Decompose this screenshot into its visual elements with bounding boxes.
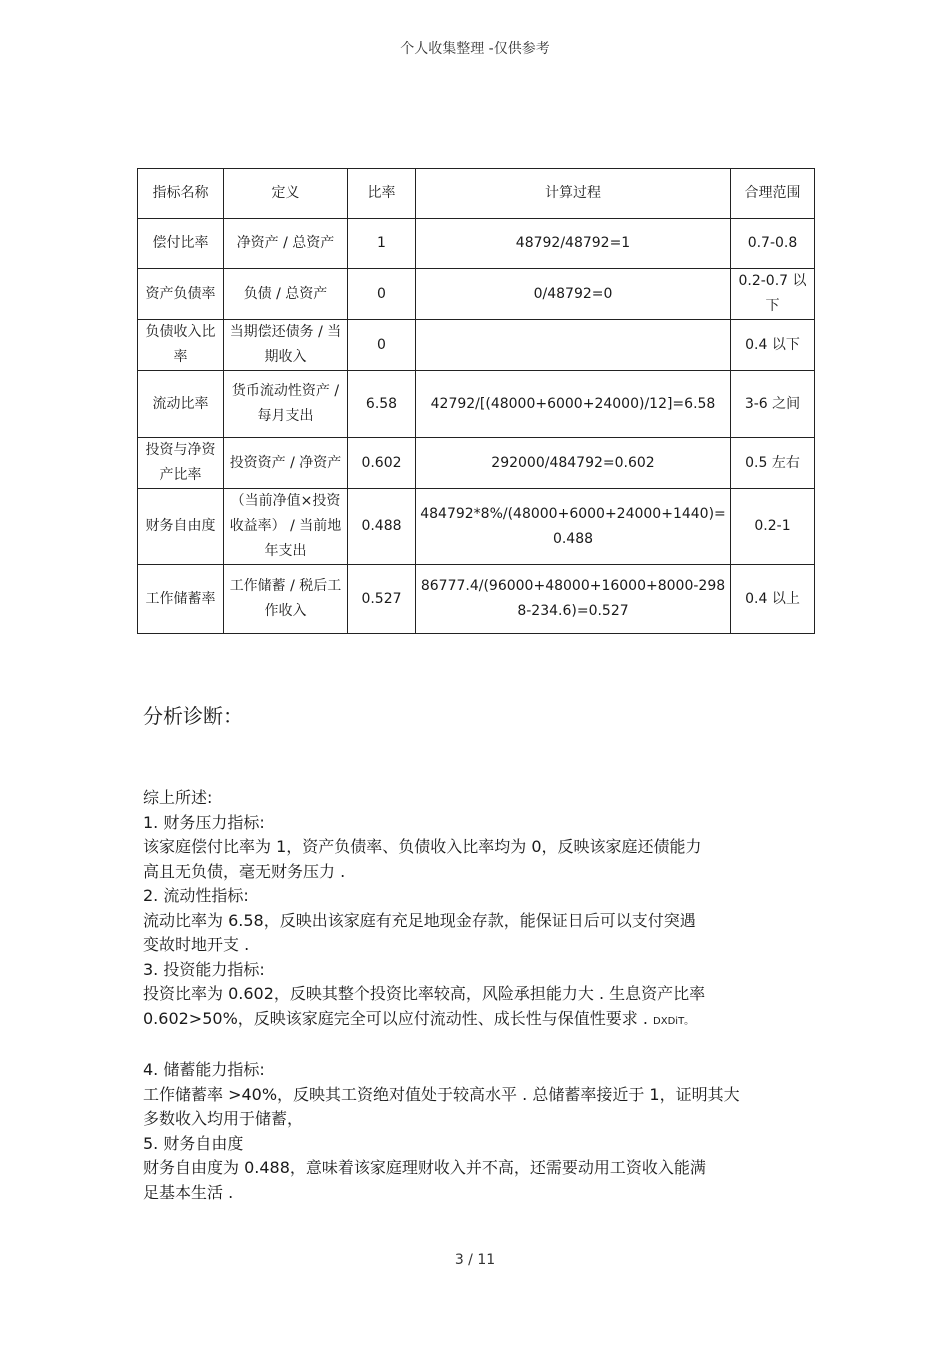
- header-cell-ratio: 比率: [348, 169, 416, 219]
- cell-ratio: 6.58: [348, 371, 416, 438]
- table-row: [138, 438, 815, 489]
- header-cell-calc: 计算过程: [416, 169, 731, 219]
- paragraph-text: 0.602>50%，反映该家庭完全可以应付流动性、成长性与保值性要求 .: [143, 1008, 648, 1028]
- cell-range: 0.2-0.7 以下: [731, 269, 815, 320]
- paragraph-line: 多数收入均用于储蓄，: [143, 1109, 304, 1128]
- table-row: [138, 371, 815, 438]
- cell-range: 0.5 左右: [731, 438, 815, 489]
- paragraph-line: 该家庭偿付比率为 1，资产负债率、负债收入比率均为 0，反映该家庭还债能力: [143, 837, 702, 856]
- cell-name: 偿付比率: [138, 219, 224, 269]
- cell-definition: 净资产 / 总资产: [224, 219, 348, 269]
- cell-range: 0.4 以下: [731, 320, 815, 371]
- cell-ratio: 0: [348, 269, 416, 320]
- paragraph-line: 财务自由度为 0.488，意味着该家庭理财收入并不高，还需要动用工资收入能满: [143, 1158, 706, 1177]
- cell-definition: 负债 / 总资产: [224, 269, 348, 320]
- paragraph-line: 变故时地开支 .: [143, 935, 250, 954]
- cell-definition: 当期偿还债务 / 当期收入: [224, 320, 348, 371]
- paragraph-line: 高且无负债，毫无财务压力 .: [143, 861, 346, 881]
- item-heading-financial-pressure: 1. 财务压力指标:: [143, 812, 265, 832]
- analysis-body: [143, 786, 813, 1205]
- spacer: [143, 1034, 813, 1058]
- cell-calc: [416, 320, 731, 371]
- table-header-row: [138, 169, 815, 219]
- cell-ratio: 0.527: [348, 565, 416, 634]
- cell-range: 3-6 之间: [731, 371, 815, 438]
- cell-definition: 投资资产 / 净资产: [224, 438, 348, 489]
- header-cell-range: 合理范围: [731, 169, 815, 219]
- cell-name: 负债收入比率: [138, 320, 224, 371]
- header-cell-name: 指标名称: [138, 169, 224, 219]
- item-heading-savings: 4. 储蓄能力指标:: [143, 1060, 265, 1079]
- cell-name: 工作储蓄率: [138, 565, 224, 634]
- cell-definition: （当前净值×投资收益率） / 当前地年支出: [224, 489, 348, 565]
- analysis-intro: 综上所述:: [143, 788, 213, 807]
- paragraph-line: 工作储蓄率 >40%，反映其工资绝对值处于较高水平 . 总储蓄率接近于 1，证明其大: [143, 1084, 740, 1104]
- cell-calc: 484792*8%/(48000+6000+24000+1440)= 0.488: [416, 489, 731, 565]
- cell-calc: 292000/484792=0.602: [416, 438, 731, 489]
- paragraph-line: [143, 1007, 813, 1035]
- cell-calc: 86777.4/(96000+48000+16000+8000-2988-234.6)=0.527: [416, 565, 731, 634]
- cell-name: 财务自由度: [138, 489, 224, 565]
- paragraph-line: 投资比率为 0.602，反映其整个投资比率较高，风险承担能力大 . 生息资产比率: [143, 984, 706, 1003]
- cell-name: 流动比率: [138, 371, 224, 438]
- table-row: [138, 320, 815, 371]
- cell-definition: 货币流动性资产 / 每月支出: [224, 371, 348, 438]
- page-header: 个人收集整理 -仅供参考: [400, 41, 550, 57]
- paragraph-line: 流动比率为 6.58，反映出该家庭有充足地现金存款，能保证日后可以支付突遇: [143, 910, 696, 930]
- cell-name: 资产负债率: [138, 269, 224, 320]
- table-row: [138, 565, 815, 634]
- section-title: 分析诊断：: [143, 704, 243, 728]
- cell-ratio: 0: [348, 320, 416, 371]
- table-row: [138, 489, 815, 565]
- cell-range: 0.2-1: [731, 489, 815, 565]
- cell-range: 0.4 以上: [731, 565, 815, 634]
- cell-ratio: 0.488: [348, 489, 416, 565]
- header-cell-definition: 定义: [224, 169, 348, 219]
- cell-ratio: 1: [348, 219, 416, 269]
- cell-range: 0.7-0.8: [731, 219, 815, 269]
- table-row: [138, 269, 815, 320]
- metrics-table: [137, 168, 815, 634]
- cell-calc: 0/48792=0: [416, 269, 731, 320]
- page-number: 3 / 11: [454, 1252, 496, 1268]
- item-heading-liquidity: 2. 流动性指标:: [143, 886, 249, 905]
- doc-code: DXDiT。: [653, 1015, 695, 1027]
- item-heading-investment: 3. 投资能力指标:: [143, 959, 265, 979]
- cell-definition: 工作储蓄 / 税后工作收入: [224, 565, 348, 634]
- paragraph-line: 足基本生活 .: [143, 1182, 234, 1202]
- cell-calc: 42792/[(48000+6000+24000)/12]=6.58: [416, 371, 731, 438]
- cell-ratio: 0.602: [348, 438, 416, 489]
- item-heading-financial-freedom: 5. 财务自由度: [143, 1133, 244, 1153]
- table-row: [138, 219, 815, 269]
- cell-name: 投资与净资产比率: [138, 438, 224, 489]
- cell-calc: 48792/48792=1: [416, 219, 731, 269]
